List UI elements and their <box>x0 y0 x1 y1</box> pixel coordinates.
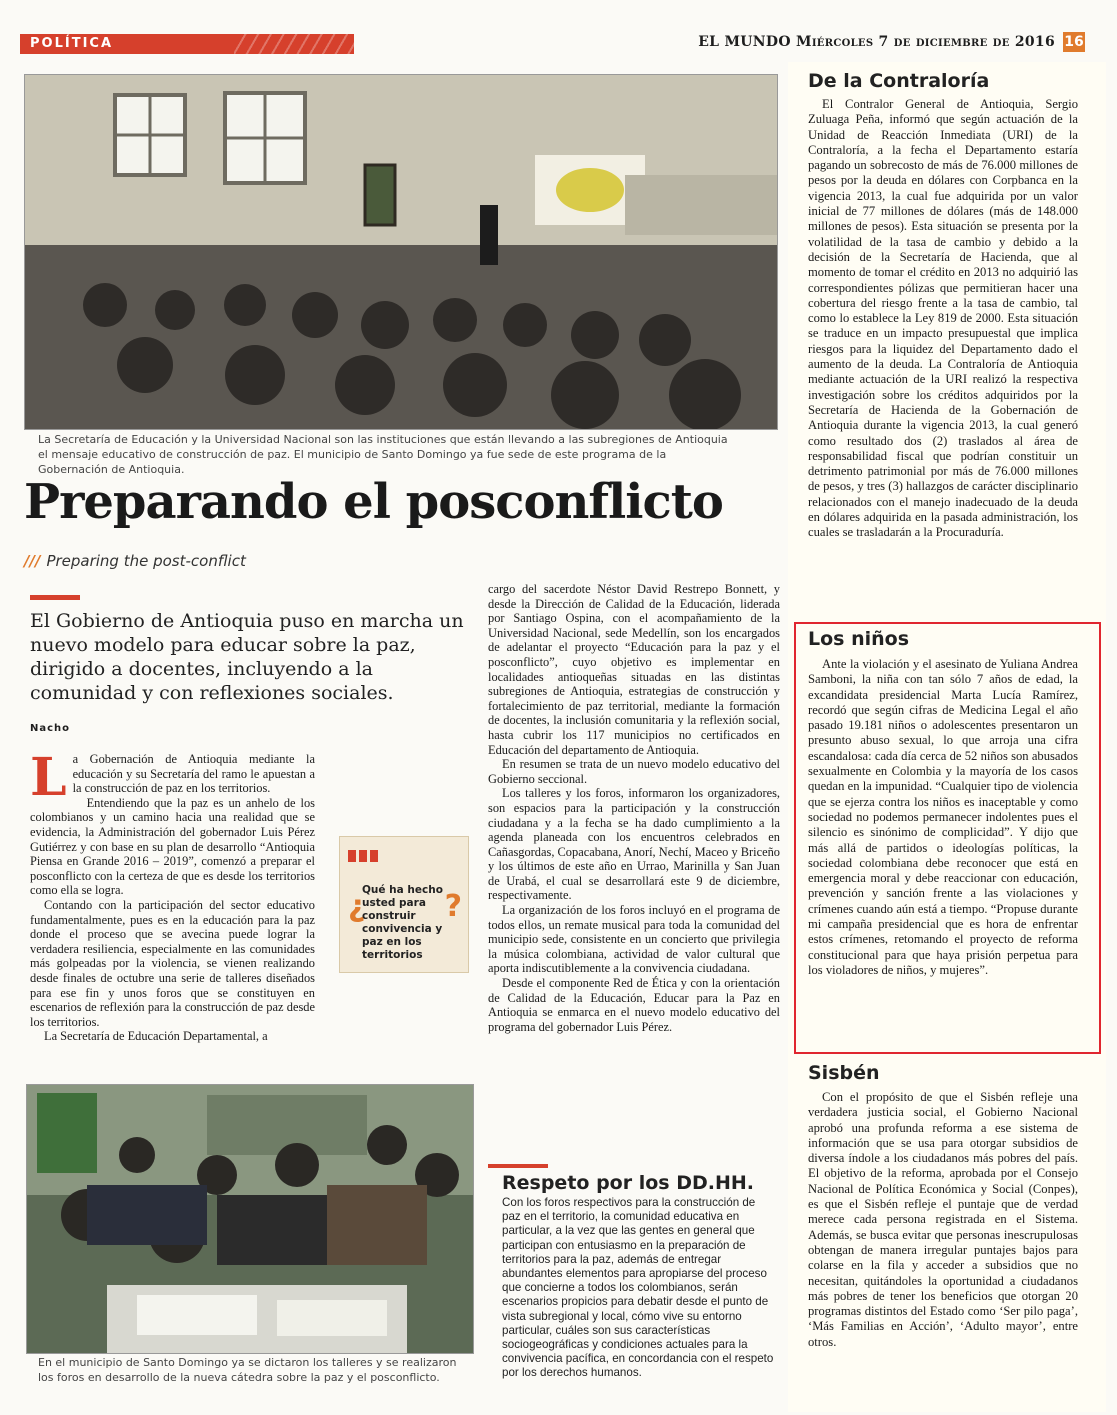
sisben-title: Sisbén <box>808 1062 880 1084</box>
article-lede: El Gobierno de Antioquia puso en marcha un nuevo modelo para educar sobre la paz, dirigido a docentes, incluyendo a la comunidad y con reflexiones sociales. <box>30 610 464 704</box>
article-column-1 <box>30 747 315 1044</box>
ninos-title: Los niños <box>808 628 910 650</box>
ddhh-title: Respeto por los DD.HH. <box>502 1172 754 1194</box>
paragraph: La organización de los foros incluyó en el programa de todos ellos, un remate musical para toda la comunidad del municipio sede, consistente en un concierto que privilegia la música colombiana, actividad de valor cultural que aporta indiscutiblemente a la convivencia ciudadana. <box>488 903 780 976</box>
masthead <box>698 34 1055 50</box>
subtitle-text: Preparing the post-conflict <box>46 552 246 570</box>
sisben-body <box>808 1090 1078 1350</box>
contraloria-title: De la Contraloría <box>808 70 990 92</box>
paragraph: Entendiendo que la paz es un anhelo de los colombianos y un camino hacia una realidad que se evidencia, la Administración del gobernador Luis Pérez Gutiérrez y con base en su plan de desarrollo “Antioquia Piensa en Grande 2016 – 2019”, comenzó a preparar el posconflicto con la certeza de que es desde los territorios como ella se logra. <box>30 795 315 898</box>
paragraph: Los talleres y los foros, informaron los organizadores, son espacios para la participación y la construcción ciudadana y a la fecha se ha dado cumplimiento a la agenda planeada con los encuentros celebrados en Cañasgordas, Copacabana, Anorí, Nechí, Maceo y Briceño y los últimos de este año en Urrao, Marinilla y San Juan de Urabá, el cual se desarrollará este 9 de diciembre, respectivamente. <box>488 786 780 903</box>
article-byline: Nacho <box>30 723 71 734</box>
paragraph: Desde el componente Red de Ética y con la orientación de Calidad de la Educación, Educar para la Paz en Antioquia se enmarca en el nuevo modelo educativo del programa del gobernador Luis Pérez. <box>488 976 780 1034</box>
article-subtitle <box>24 552 246 570</box>
paragraph: Con el propósito de que el Sisbén refleje una verdadera justicia social, el Gobierno Nacional aprobó una profunda reforma a ese sistema de información que se usa para otorgar subsidios de diversa índole a los ciudadanos más pobres del país. El objetivo de la reforma, aprobada por el Consejo Nacional de Política Económica y Social (Conpes), es que el Sisbén refleje el puntaje que de verdad merece cada persona registrada en el Sistema. Además, se busca evitar que personas inescrupulosas obtengan de manera irregular puntajes bajos para colarse en la fila y acceder a subsidios que no necesitan, quitándoles la oportunidad a ciudadanos más pobres de tener los beneficios que otorgan 20 programas distintos del Estado como ‘Ser pilo paga’, ‘Más Familias en Acción’, ‘Adulto mayor’, entre otros. <box>808 1090 1078 1349</box>
paragraph: a Gobernación de Antioquia mediante la educación y su Secretaría del ramo le apuestan a la construcción de paz en los territorios. <box>72 752 315 796</box>
article-column-2 <box>488 582 780 1034</box>
photo-caption: La Secretaría de Educación y la Universidad Nacional son las instituciones que están llevando a las subregiones de Antioquia el mensaje educativo de construcción de paz. El municipio de Santo Domingo ya fue sede de este programa de la Gobernación de Antioquia. <box>38 433 728 476</box>
photo-caption: En el municipio de Santo Domingo ya se dictaron los talleres y se realizaron los foros en desarrollo de la nueva cátedra sobre la paz y el posconflicto. <box>38 1356 457 1384</box>
section-tag <box>20 34 354 54</box>
paragraph: Ante la violación y el asesinato de Yuliana Andrea Samboni, la niña con tan sólo 7 años de edad, la excandidata presidencial Marta Lucía Ramírez, recordó que según cifras de Medicina Legal el año pasado 19.181 niños o adolescentes presentaron un presunto abuso sexual, lo que arroja una cifra escandalosa: cada día cerca de 52 niños son abusados sexualmente en Colombia y la mayoría de los casos quedan en la impunidad. “Cualquier tipo de violencia que se ejerza contra los niños es inaceptable y como sociedad no podemos permanecer indolentes pues el silencio es sinónimo de complicidad”. Y dijo que más allá de partidos o ideologías políticas, la sociedad colombiana debe reconocer que está en emergencia moral y debe reaccionar con educación, prevención y sanción frente a las violaciones y crímenes cuando aún está a tiempo. “Propuse durante mi campaña presidencial que es hora de enfrentar estos crímenes, retomando el proyecto de reforma constitucional para que haya prisión perpetua para los violadores de niños, y mujeres”. <box>808 657 1078 977</box>
photo-workshop <box>26 1084 474 1354</box>
paragraph: En resumen se trata de un nuevo modelo educativo del Gobierno seccional. <box>488 757 780 786</box>
question-mark-open: ¿ <box>348 889 366 924</box>
paragraph: El Contralor General de Antioquia, Sergio Zuluaga Peña, informó que según actuación de la Unidad de Reacción Inmediata (URI) de la Contraloría, a la fecha el Departamento estaría pagando un sobrecosto de más de 76.000 millones de pesos por la deuda en dólares con Corpbanca en la vigencia 2013, la cual fue adquirida por un valor inicial de 77 millones de dólares (más de 148.000 millones de pesos). Esta situación se presenta por la volatilidad de la tasa de cambio y debido a la decisión de la Secretaría de Hacienda, que al momento de tomar el crédito en 2013 no adquirió las correspondientes pólizas que permitieran hacer una cobertura del riesgo frente a la tasa de cambio, tal como lo establece la Ley 819 de 2000. Esta situación se traduce en un impacto presupuestal que implica riesgos para la liquidez del Departamento dado el aumento de la deuda. La Contraloría de Antioquia mediante actuación de la URI realizó la respectiva investigación sobre los créditos adquiridos por la Secretaría de Hacienda de la Gobernación de Antioquia durante la vigencia 2013, la cual generó como resultado dos (2) traslados al área de responsabilidad fiscal que podrían constituir un detrimento patrimonial por más de 76.000 millones de pesos, y tres (3) hallazgos de carácter disciplinario relacionados con el manejo inadecuado de la deuda en dólares adquirida en la pasada administración, los cuales se trasladarán a la Procuraduría. <box>808 97 1078 540</box>
question-mark-close: ? <box>444 889 462 924</box>
contraloria-body <box>808 97 1078 541</box>
lede-accent-bar <box>30 595 80 600</box>
ddhh-accent-rule <box>488 1164 548 1168</box>
issue-date: Miércoles 7 de diciembre de 2016 <box>796 34 1055 50</box>
drop-cap: L <box>30 747 67 808</box>
section-label: POLÍTICA <box>30 36 114 51</box>
workshop-photo-illustration <box>27 1085 473 1353</box>
bars-decoration <box>348 847 388 859</box>
newspaper-name: EL MUNDO <box>698 34 791 50</box>
photo-classroom <box>24 74 778 430</box>
page-number: 16 <box>1064 34 1084 50</box>
paragraph: Contando con la participación del sector educativo fundamentalmente, pues es en la educación para la paz donde el proceso que se avecina puede lograr la verdadera resiliencia, especialmente en las comunidades más golpeadas por la violencia, se vienen realizando desde finales de octubre una serie de talleres diseñados para ese fin y unos foros que se constituyen en escenarios de reflexión para la construcción de paz desde los territorios. <box>30 897 315 1029</box>
subtitle-slashes: /// <box>24 552 41 570</box>
classroom-photo-illustration <box>25 75 777 429</box>
paragraph: cargo del sacerdote Néstor David Restrepo Bonnett, y desde la Dirección de Calidad de la Educación, liderada por Santiago Ospina, con el acompañamiento de la Universidad Nacional, sede Medellín, son los encargados de adelantar el proyecto “Educación para la paz y el posconflicto”, cuyo objetivo es implementar en localidades antioqueñas situadas en las distintas subregiones de Antioquia, estrategias de construcción y fortalecimiento de paz territorial, mediante la formación de docentes, la inclusión comunitaria y la reflexión social, hasta cubrir los 117 municipios no certificados en Educación del departamento de Antioquia. <box>488 582 780 757</box>
paragraph: La Secretaría de Educación Departamental, a <box>44 1029 268 1044</box>
ninos-body <box>808 657 1078 978</box>
article-headline: Preparando el posconflicto <box>24 474 723 530</box>
ddhh-body: Con los foros respectivos para la construcción de paz en el territorio, la comunidad educativa en particular, a la vez que las gentes en general que participan con entusiasmo en la preparación de territorios para la paz, además de entregar abundantes elementos para apropiarse del proceso que concierne a todos los colombianos, serán escenarios propicios para debatir desde el punto de vista subregional y local, cómo vive su entorno particular, cuáles son sus características sociogeográficas y condiciones actuales para la convivencia pacífica, en concordancia con el respeto por los derechos humanos. <box>502 1196 774 1380</box>
question-box <box>339 836 469 973</box>
question-text: Qué ha hecho usted para construir convivencia y paz en los territorios <box>362 884 443 961</box>
